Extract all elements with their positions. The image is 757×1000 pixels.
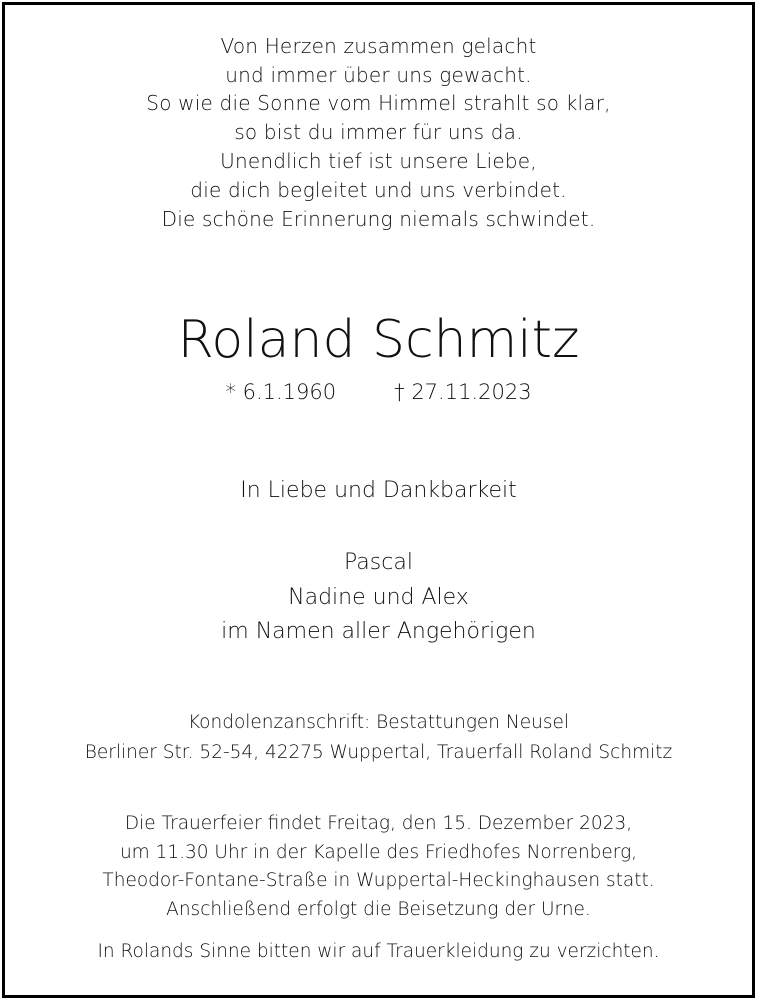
mourner-line: Pascal — [344, 550, 413, 575]
birth-date: * 6.1.1960 — [225, 380, 337, 404]
poem-line: so bist du immer für uns da. — [234, 120, 523, 144]
poem-line: Von Herzen zusammen gelacht — [220, 34, 537, 58]
service-line: Anschließend erfolgt die Beisetzung der Urne. — [166, 899, 591, 920]
condolence-line: Kondolenzanschrift: Bestattungen Neusel — [187, 712, 570, 733]
service-line: um 11.30 Uhr in der Kapelle des Friedhofes Norrenberg, — [119, 842, 638, 863]
poem-line: und immer über uns gewacht. — [225, 63, 532, 87]
service-line: Theodor-Fontane-Straße in Wuppertal-Heckinghausen statt. — [102, 870, 655, 891]
condolence-line: Berliner Str. 52-54, 42275 Wuppertal, Trauerfall Roland Schmitz — [84, 742, 673, 763]
poem-line: So wie die Sonne vom Himmel strahlt so klar, — [146, 91, 611, 115]
death-date: † 27.11.2023 — [394, 380, 532, 404]
service-line: Die Trauerfeier findet Freitag, den 15. Dezember 2023, — [124, 813, 633, 834]
life-dates — [0, 382, 757, 403]
dedication: In Liebe und Dankbarkeit — [240, 478, 517, 503]
poem-line: Die schöne Erinnerung niemals schwindet. — [161, 207, 596, 231]
poem-line: Unendlich tief ist unsere Liebe, — [220, 149, 537, 173]
mourner-line: im Namen aller Angehörigen — [221, 619, 536, 644]
poem-line: die dich begleitet und uns verbindet. — [190, 178, 567, 202]
deceased-name: Roland Schmitz — [177, 310, 580, 370]
dress-request: In Rolands Sinne bitten wir auf Trauerkleidung zu verzichten. — [97, 941, 660, 962]
mourner-line: Nadine und Alex — [288, 585, 469, 610]
